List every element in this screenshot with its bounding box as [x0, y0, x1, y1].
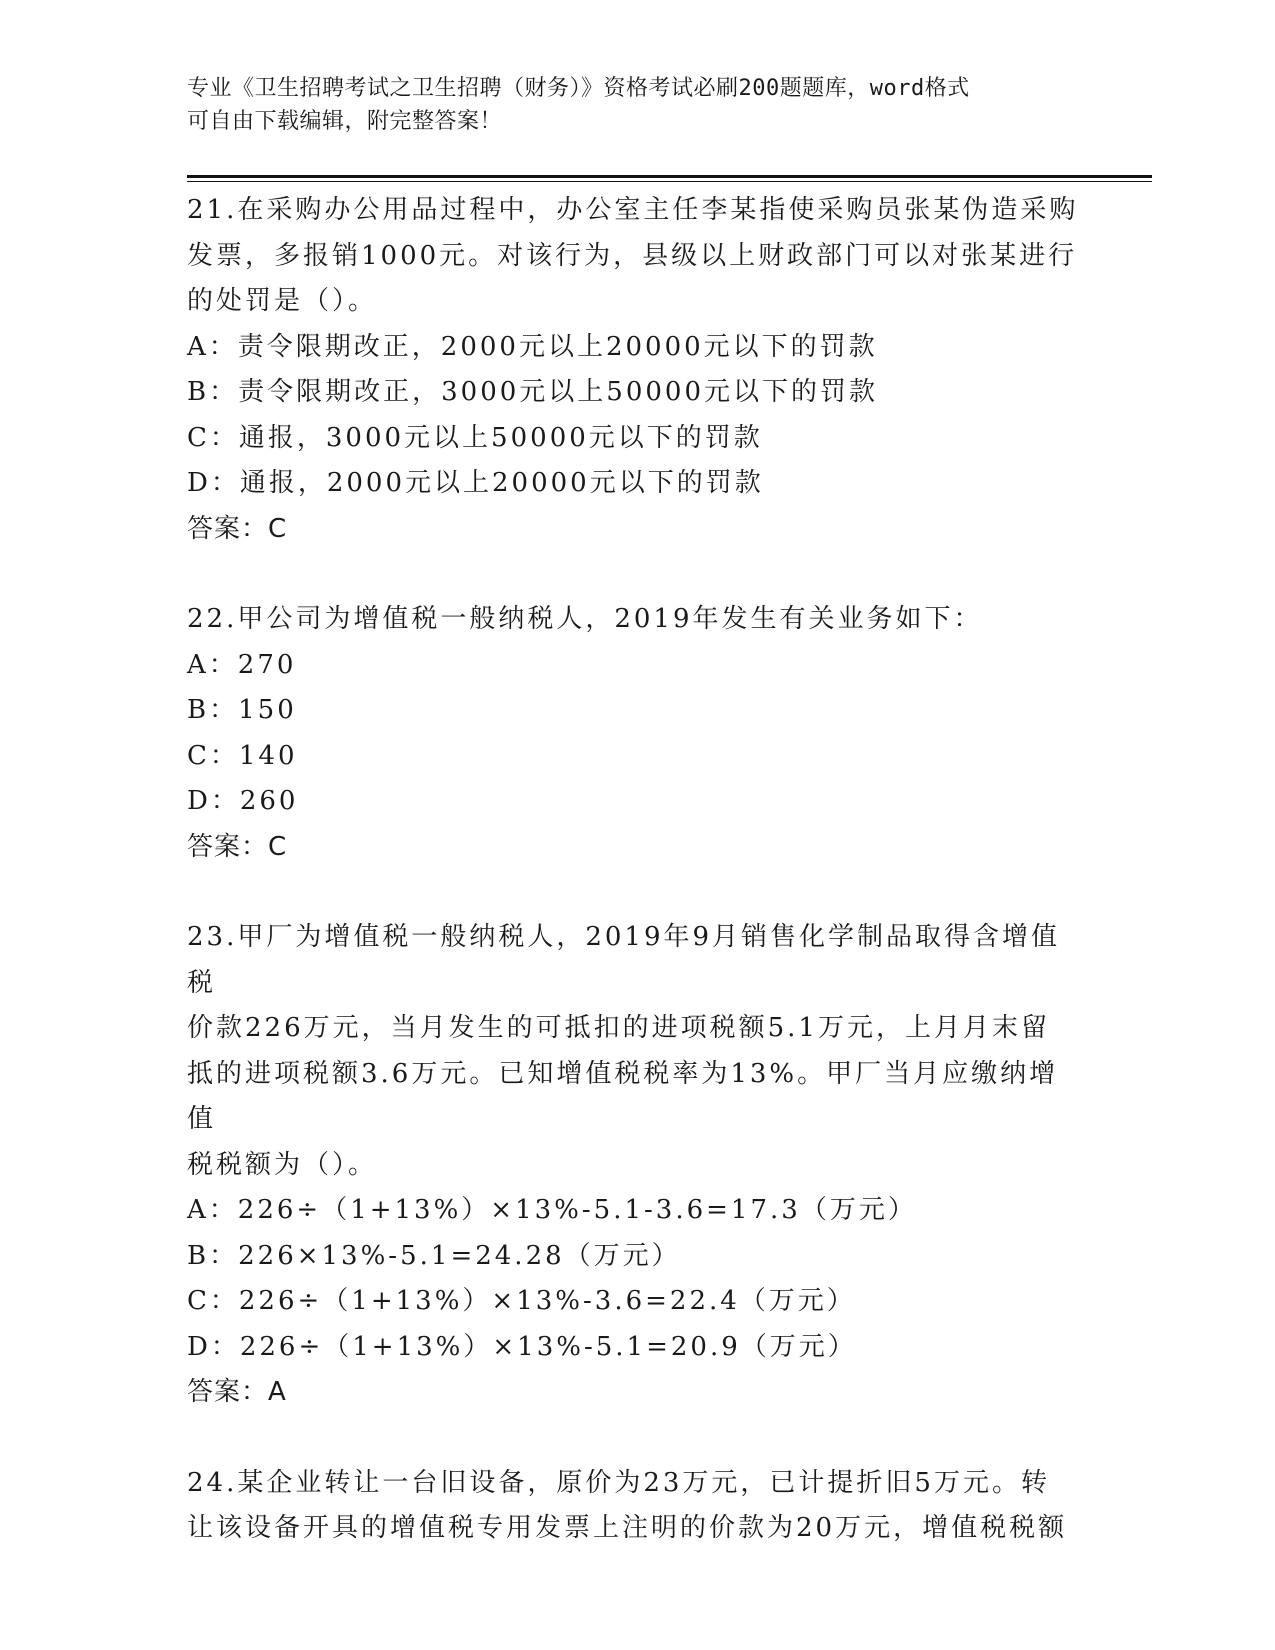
question-text-line: 发票，多报销1000元。对该行为，县级以上财政部门可以对张某进行 — [187, 240, 1078, 271]
option-a: A：责令限期改正，2000元以上20000元以下的罚款 — [187, 331, 878, 362]
question-spacer — [187, 552, 1087, 597]
question-22 — [187, 597, 1087, 870]
option-a: A：226÷（1+13%）×13%-5.1-3.6=17.3（万元） — [187, 1195, 917, 1225]
question-23 — [187, 915, 1087, 1416]
question-21 — [187, 188, 1087, 552]
header-line-1: 专业《卫生招聘考试之卫生招聘（财务）》资格考试必刷200题题库，word格式 — [187, 76, 970, 101]
question-text-line: 抵的进项税额3.6万元。已知增值税税率为13%。甲厂当月应缴纳增值 — [187, 1058, 1059, 1134]
option-d: D：226÷（1+13%）×13%-5.1=20.9（万元） — [187, 1331, 857, 1362]
option-c: C：226÷（1+13%）×13%-3.6=22.4（万元） — [187, 1286, 856, 1316]
header-line-2: 可自由下载编辑，附完整答案！ — [187, 109, 503, 134]
document-header — [187, 72, 1067, 138]
question-spacer — [187, 870, 1087, 915]
question-list — [187, 188, 1087, 1552]
option-d: D：260 — [187, 786, 299, 816]
answer-line: 答案：A — [187, 1377, 287, 1407]
option-d: D：通报，2000元以上20000元以下的罚款 — [187, 468, 764, 498]
question-text-line: 让该设备开具的增值税专用发票上注明的价款为20万元，增值税税额 — [187, 1513, 1068, 1543]
option-c: C：通报，3000元以上50000元以下的罚款 — [187, 422, 763, 453]
question-text-line: 税税额为（）。 — [187, 1149, 378, 1180]
answer-line: 答案：C — [187, 513, 288, 544]
question-text-line: 24.某企业转让一台旧设备，原价为23万元，已计提折旧5万元。转 — [187, 1467, 1050, 1498]
question-spacer — [187, 1416, 1087, 1461]
question-24 — [187, 1461, 1087, 1552]
question-text-line: 23.甲厂为增值税一般纳税人，2019年9月销售化学制品取得含增值税 — [187, 922, 1061, 998]
header-divider-thick — [187, 175, 1152, 178]
option-b: B：150 — [187, 695, 297, 725]
option-b: B：责令限期改正，3000元以上50000元以下的罚款 — [187, 377, 878, 407]
question-text-line: 22.甲公司为增值税一般纳税人，2019年发生有关业务如下： — [187, 604, 983, 634]
option-a: A：270 — [187, 649, 297, 680]
header-divider-thin — [187, 181, 1152, 182]
question-text-line: 的处罚是（）。 — [187, 286, 378, 316]
option-c: C：140 — [187, 740, 298, 771]
question-text-line: 21.在采购办公用品过程中，办公室主任李某指使采购员张某伪造采购 — [187, 195, 1079, 225]
question-text-line: 价款226万元，当月发生的可抵扣的进项税额5.1万元，上月月末留 — [187, 1013, 1050, 1043]
answer-line: 答案：C — [187, 831, 288, 862]
option-b: B：226×13%-5.1=24.28（万元） — [187, 1240, 681, 1271]
